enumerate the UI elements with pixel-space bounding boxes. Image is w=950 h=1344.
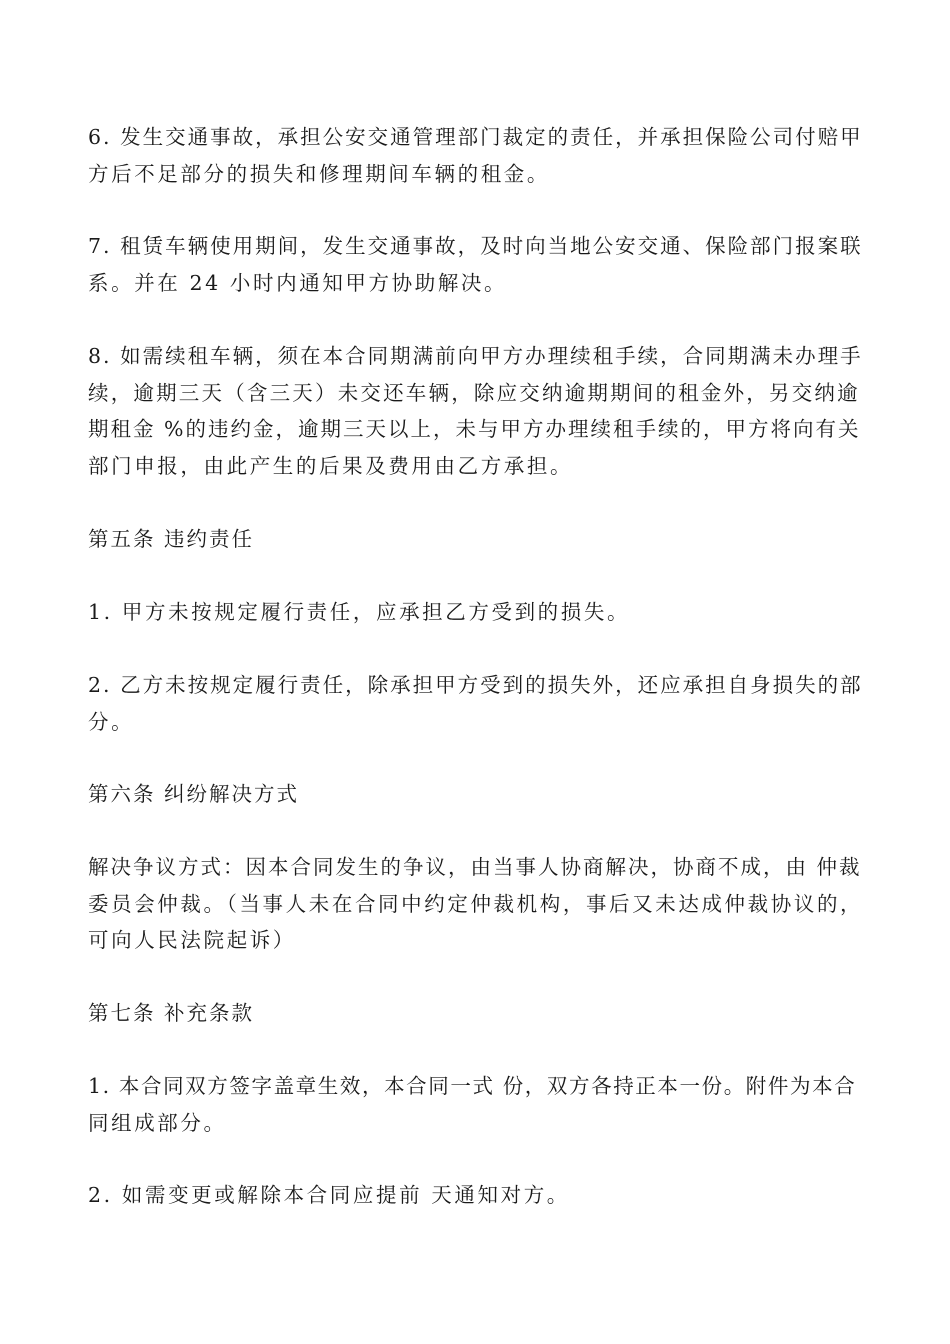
article-6-heading — [88, 776, 863, 813]
clause-7-line-2: 系。并在 24 小时内通知甲方协助解决。 — [88, 270, 508, 295]
article-6-heading-text: 第六条 纠纷解决方式 — [88, 782, 300, 806]
article-7-item-2 — [88, 1177, 863, 1214]
clause-8-line-2: 续，逾期三天（含三天）未交还车辆，除应交纳逾期期间的租金外，另交纳逾 — [88, 380, 860, 405]
article-7-item-1-line-2: 同组成部分。 — [88, 1110, 227, 1135]
clause-6-paragraph — [88, 119, 863, 192]
article-5-item-2-line-2: 分。 — [88, 709, 135, 734]
article-5-item-1-line-1: 1. 甲方未按规定履行责任，应承担乙方受到的损失。 — [88, 600, 631, 624]
clause-7-paragraph — [88, 228, 863, 301]
article-6-body-line-2: 委员会仲裁。（当事人未在合同中约定仲裁机构，事后又未达成仲裁协议的， — [88, 891, 864, 916]
article-7-item-1-line-1: 1. 本合同双方签字盖章生效，本合同一式 份，双方各持正本一份。附件为本合 — [88, 1074, 857, 1098]
clause-8-paragraph — [88, 338, 863, 484]
article-6-body-line-3: 可向人民法院起诉） — [88, 928, 296, 952]
article-5-item-2-line-1: 2. 乙方未按规定履行责任，除承担甲方受到的损失外，还应承担自身损失的部 — [88, 673, 863, 697]
article-7-item-2-line-1: 2. 如需变更或解除本合同应提前 天通知对方。 — [88, 1183, 570, 1207]
article-7-heading — [88, 995, 863, 1032]
clause-6-line-2: 方后不足部分的损失和修理期间车辆的租金。 — [88, 161, 550, 186]
article-5-item-1 — [88, 594, 863, 631]
article-5-heading — [88, 521, 863, 558]
clause-8-line-3: 期租金 %的违约金，逾期三天以上，未与甲方办理续租手续的，甲方将向有关 — [88, 417, 861, 441]
article-5-heading-text: 第五条 违约责任 — [88, 527, 255, 551]
article-7-item-1 — [88, 1068, 863, 1141]
article-7-heading-text: 第七条 补充条款 — [88, 1001, 255, 1025]
clause-8-line-1: 8. 如需续租车辆，须在本合同期满前向甲方办理续租手续，合同期满未办理手 — [88, 344, 863, 368]
article-6-body — [88, 849, 863, 959]
clause-6-line-1: 6. 发生交通事故，承担公安交通管理部门裁定的责任，并承担保险公司付赔甲 — [88, 125, 863, 149]
clause-7-line-1: 7. 租赁车辆使用期间，发生交通事故，及时向当地公安交通、保险部门报案联 — [88, 234, 863, 258]
article-5-item-2 — [88, 667, 863, 740]
article-6-body-line-1: 解决争议方式：因本合同发生的争议，由当事人协商解决，协商不成，由 仲裁 — [88, 855, 862, 879]
clause-8-line-4: 部门申报，由此产生的后果及费用由乙方承担。 — [88, 453, 574, 478]
